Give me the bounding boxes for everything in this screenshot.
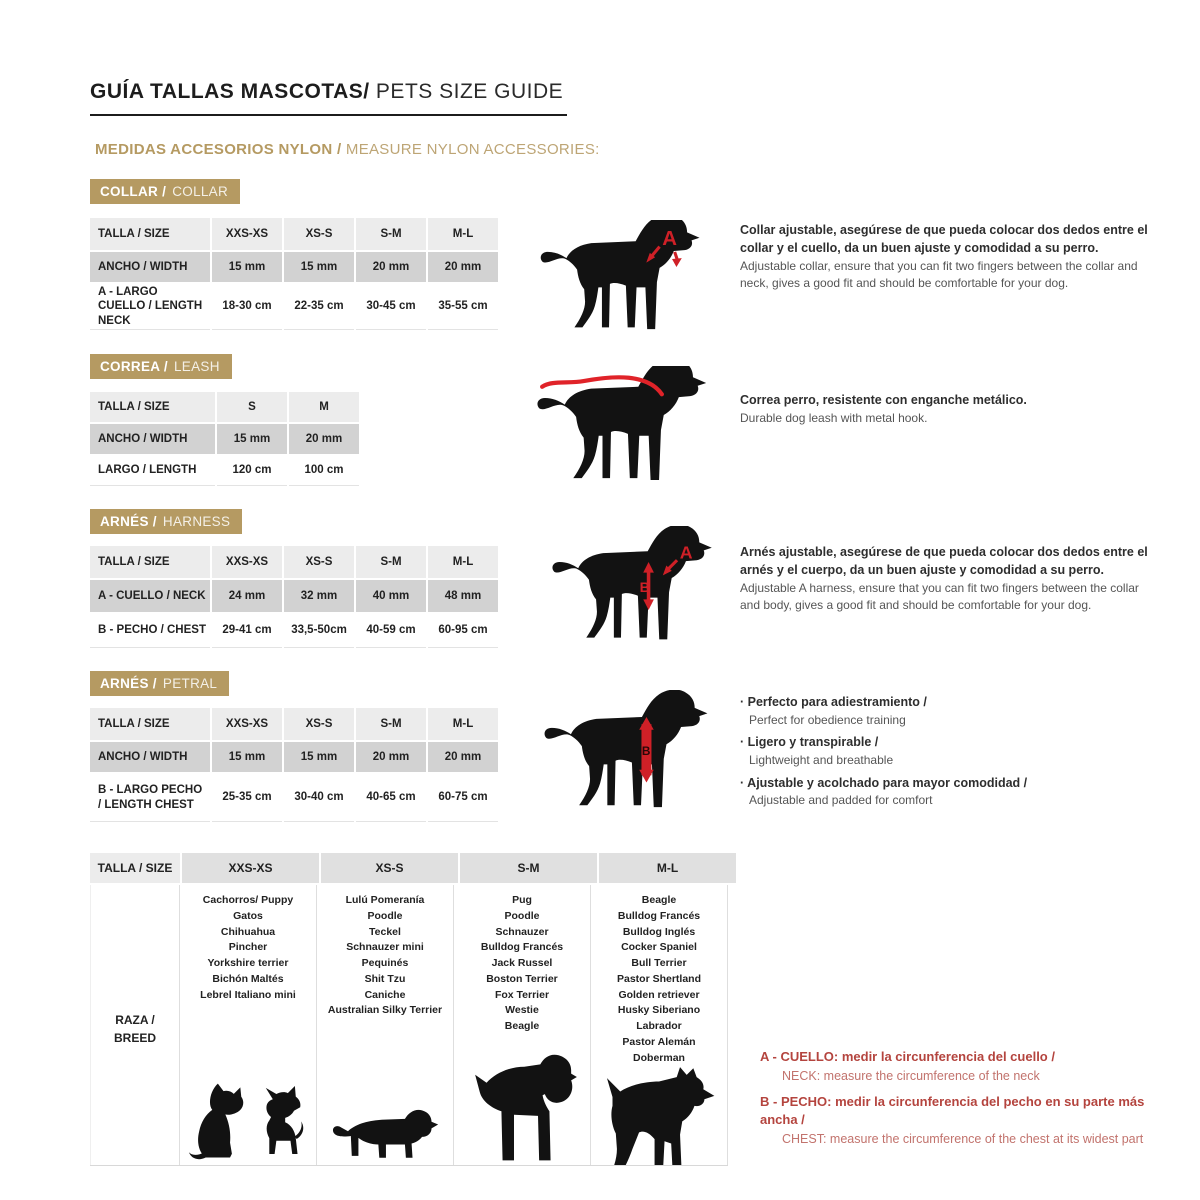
page-title-en: PETS SIZE GUIDE xyxy=(369,80,564,103)
note-neck: A - CUELLO: medir la circunferencia del cuello / NECK: measure the circumference of the neck xyxy=(760,1049,1055,1083)
chest-measure-label-b: B xyxy=(641,744,651,759)
arrowhead-icon xyxy=(672,258,682,267)
page-title xyxy=(90,80,567,116)
breed-list: Pug Poodle Schnauzer Bulldog Francés Jack Russel Boston Terrier Fox Terrier Westie Beagle xyxy=(480,894,564,1032)
cat-icon xyxy=(187,1079,245,1165)
chest-measure-label-b: B xyxy=(639,580,650,597)
dog-silhouette-icon xyxy=(548,526,726,646)
petral-features xyxy=(740,694,1140,815)
collar-badge-en: COLLAR xyxy=(172,184,229,199)
collar-description xyxy=(740,222,1148,292)
collar-dog-diagram xyxy=(536,220,714,330)
harness-badge-es: ARNÉS / xyxy=(100,514,157,529)
breed-cell-s-m xyxy=(454,885,591,1165)
doberman-icon xyxy=(599,1066,719,1165)
breed-cell-xxs-xs xyxy=(180,885,317,1165)
collar-badge xyxy=(90,179,240,204)
leash-badge xyxy=(90,354,232,379)
petral-badge-es: ARNÉS / xyxy=(100,676,157,691)
dog-silhouette-icon xyxy=(540,690,722,815)
breed-cell-xs-s xyxy=(317,885,454,1165)
leash-description xyxy=(740,392,1148,427)
leash-desc-es: Correa perro, resistente con enganche metálico. xyxy=(740,393,1027,407)
collar-desc-en: Adjustable collar, ensure that you can fit two fingers between the collar and neck, gives a good fit and should be comfortable for your dog. xyxy=(740,258,1138,290)
feature-item: · Perfecto para adiestramiento / Perfect for obedience training xyxy=(740,694,1140,728)
breed-list: Beagle Bulldog Francés Bulldog Inglés Cocker Spaniel Bull Terrier Pastor Shertland Golden retriever Husky Siberiano Labrador Pastor Alemán Doberman xyxy=(616,894,702,1064)
schnauzer-icon xyxy=(467,1053,577,1165)
leash-badge-en: LEASH xyxy=(173,359,220,374)
harness-description xyxy=(740,544,1148,614)
section-subtitle xyxy=(95,141,600,158)
harness-badge-en: HARNESS xyxy=(162,514,231,529)
leash-size-table: TALLA / SIZE S M ANCHO / WIDTH 15 mm 20 mm LARGO / LENGTH 120 cm 100 cm xyxy=(90,392,359,486)
petral-dog-diagram xyxy=(540,690,722,815)
collar-col-header: TALLA / SIZE xyxy=(90,218,210,250)
breed-table-body xyxy=(90,885,728,1166)
petral-size-table: TALLA / SIZE XXS-XS XS-S S-M M-L ANCHO / WIDTH 15 mm 15 mm 20 mm 20 mm B - LARGO PECHO / LENGTH CHEST 25-35 cm 30-40 cm 40-65 cm 60-75 cm xyxy=(90,708,498,822)
petral-badge-en: PETRAL xyxy=(162,676,218,691)
measuring-notes xyxy=(760,1048,1180,1156)
neck-measure-label-a: A xyxy=(662,227,677,250)
dog-silhouette-icon xyxy=(532,366,722,481)
harness-badge xyxy=(90,509,242,534)
leash-badge-es: CORREA / xyxy=(100,359,168,374)
breed-list: Cachorros/ Puppy Gatos Chihuahua Pincher Yorkshire terrier Bichón Maltés Lebrel Italiano mini xyxy=(200,894,296,1001)
collar-badge-es: COLLAR / xyxy=(100,184,167,199)
petral-badge xyxy=(90,671,229,696)
harness-dog-diagram xyxy=(548,526,726,646)
harness-desc-es: Arnés ajustable, asegúrese de que pueda colocar dos dedos entre el arnés y el cuerpo, da un buen ajuste y comodidad a su perro. xyxy=(740,545,1148,577)
subtitle-es: MEDIDAS ACCESORIOS NYLON / xyxy=(95,141,342,158)
collar-size-table: TALLA / SIZE XXS-XS XS-S S-M M-L ANCHO / WIDTH 15 mm 15 mm 20 mm 20 mm A - LARGO CUELLO / LENGTH NECK 18-30 cm 22-35 cm 30-45 cm 35-55 cm xyxy=(90,218,498,330)
dachshund-icon xyxy=(329,1105,441,1165)
chihuahua-icon xyxy=(249,1083,309,1165)
breed-table-header: TALLA / SIZE XXS-XS XS-S S-M M-L xyxy=(90,853,736,883)
breed-header-size: TALLA / SIZE xyxy=(90,853,180,883)
collar-desc-es: Collar ajustable, asegúrese de que pueda colocar dos dedos entre el collar y el cuello, da un buen ajuste y comodidad a su perro. xyxy=(740,223,1148,255)
breed-row-label: RAZA / BREED xyxy=(90,885,180,1165)
harness-size-table: TALLA / SIZE XXS-XS XS-S S-M M-L A - CUELLO / NECK 24 mm 32 mm 40 mm 48 mm B - PECHO / CHEST 29-41 cm 33,5-50cm 40-59 cm 60-95 cm xyxy=(90,546,498,648)
leash-dog-diagram xyxy=(532,366,722,481)
breed-list: Lulú Pomeranía Poodle Teckel Schnauzer mini Pequinés Shit Tzu Caniche Australian Silky Terrier xyxy=(327,894,443,1017)
harness-desc-en: Adjustable A harness, ensure that you can fit two fingers between the collar and body, gives a good fit and should be comfortable for your dog. xyxy=(740,580,1139,612)
note-chest: B - PECHO: medir la circunferencia del pecho en su parte más ancha / CHEST: measure the circumference of the chest at its widest part xyxy=(760,1094,1145,1146)
leash-desc-en: Durable dog leash with metal hook. xyxy=(740,410,928,425)
subtitle-en: MEASURE NYLON ACCESSORIES: xyxy=(341,141,600,158)
feature-item: · Ajustable y acolchado para mayor comodidad / Adjustable and padded for comfort xyxy=(740,775,1140,809)
page-title-es: GUÍA TALLAS MASCOTAS/ xyxy=(90,80,370,103)
breed-cell-m-l xyxy=(591,885,728,1165)
feature-item: · Ligero y transpirable / Lightweight and breathable xyxy=(740,734,1140,768)
dog-silhouette-icon xyxy=(536,220,714,330)
neck-measure-label-a: A xyxy=(679,542,693,563)
